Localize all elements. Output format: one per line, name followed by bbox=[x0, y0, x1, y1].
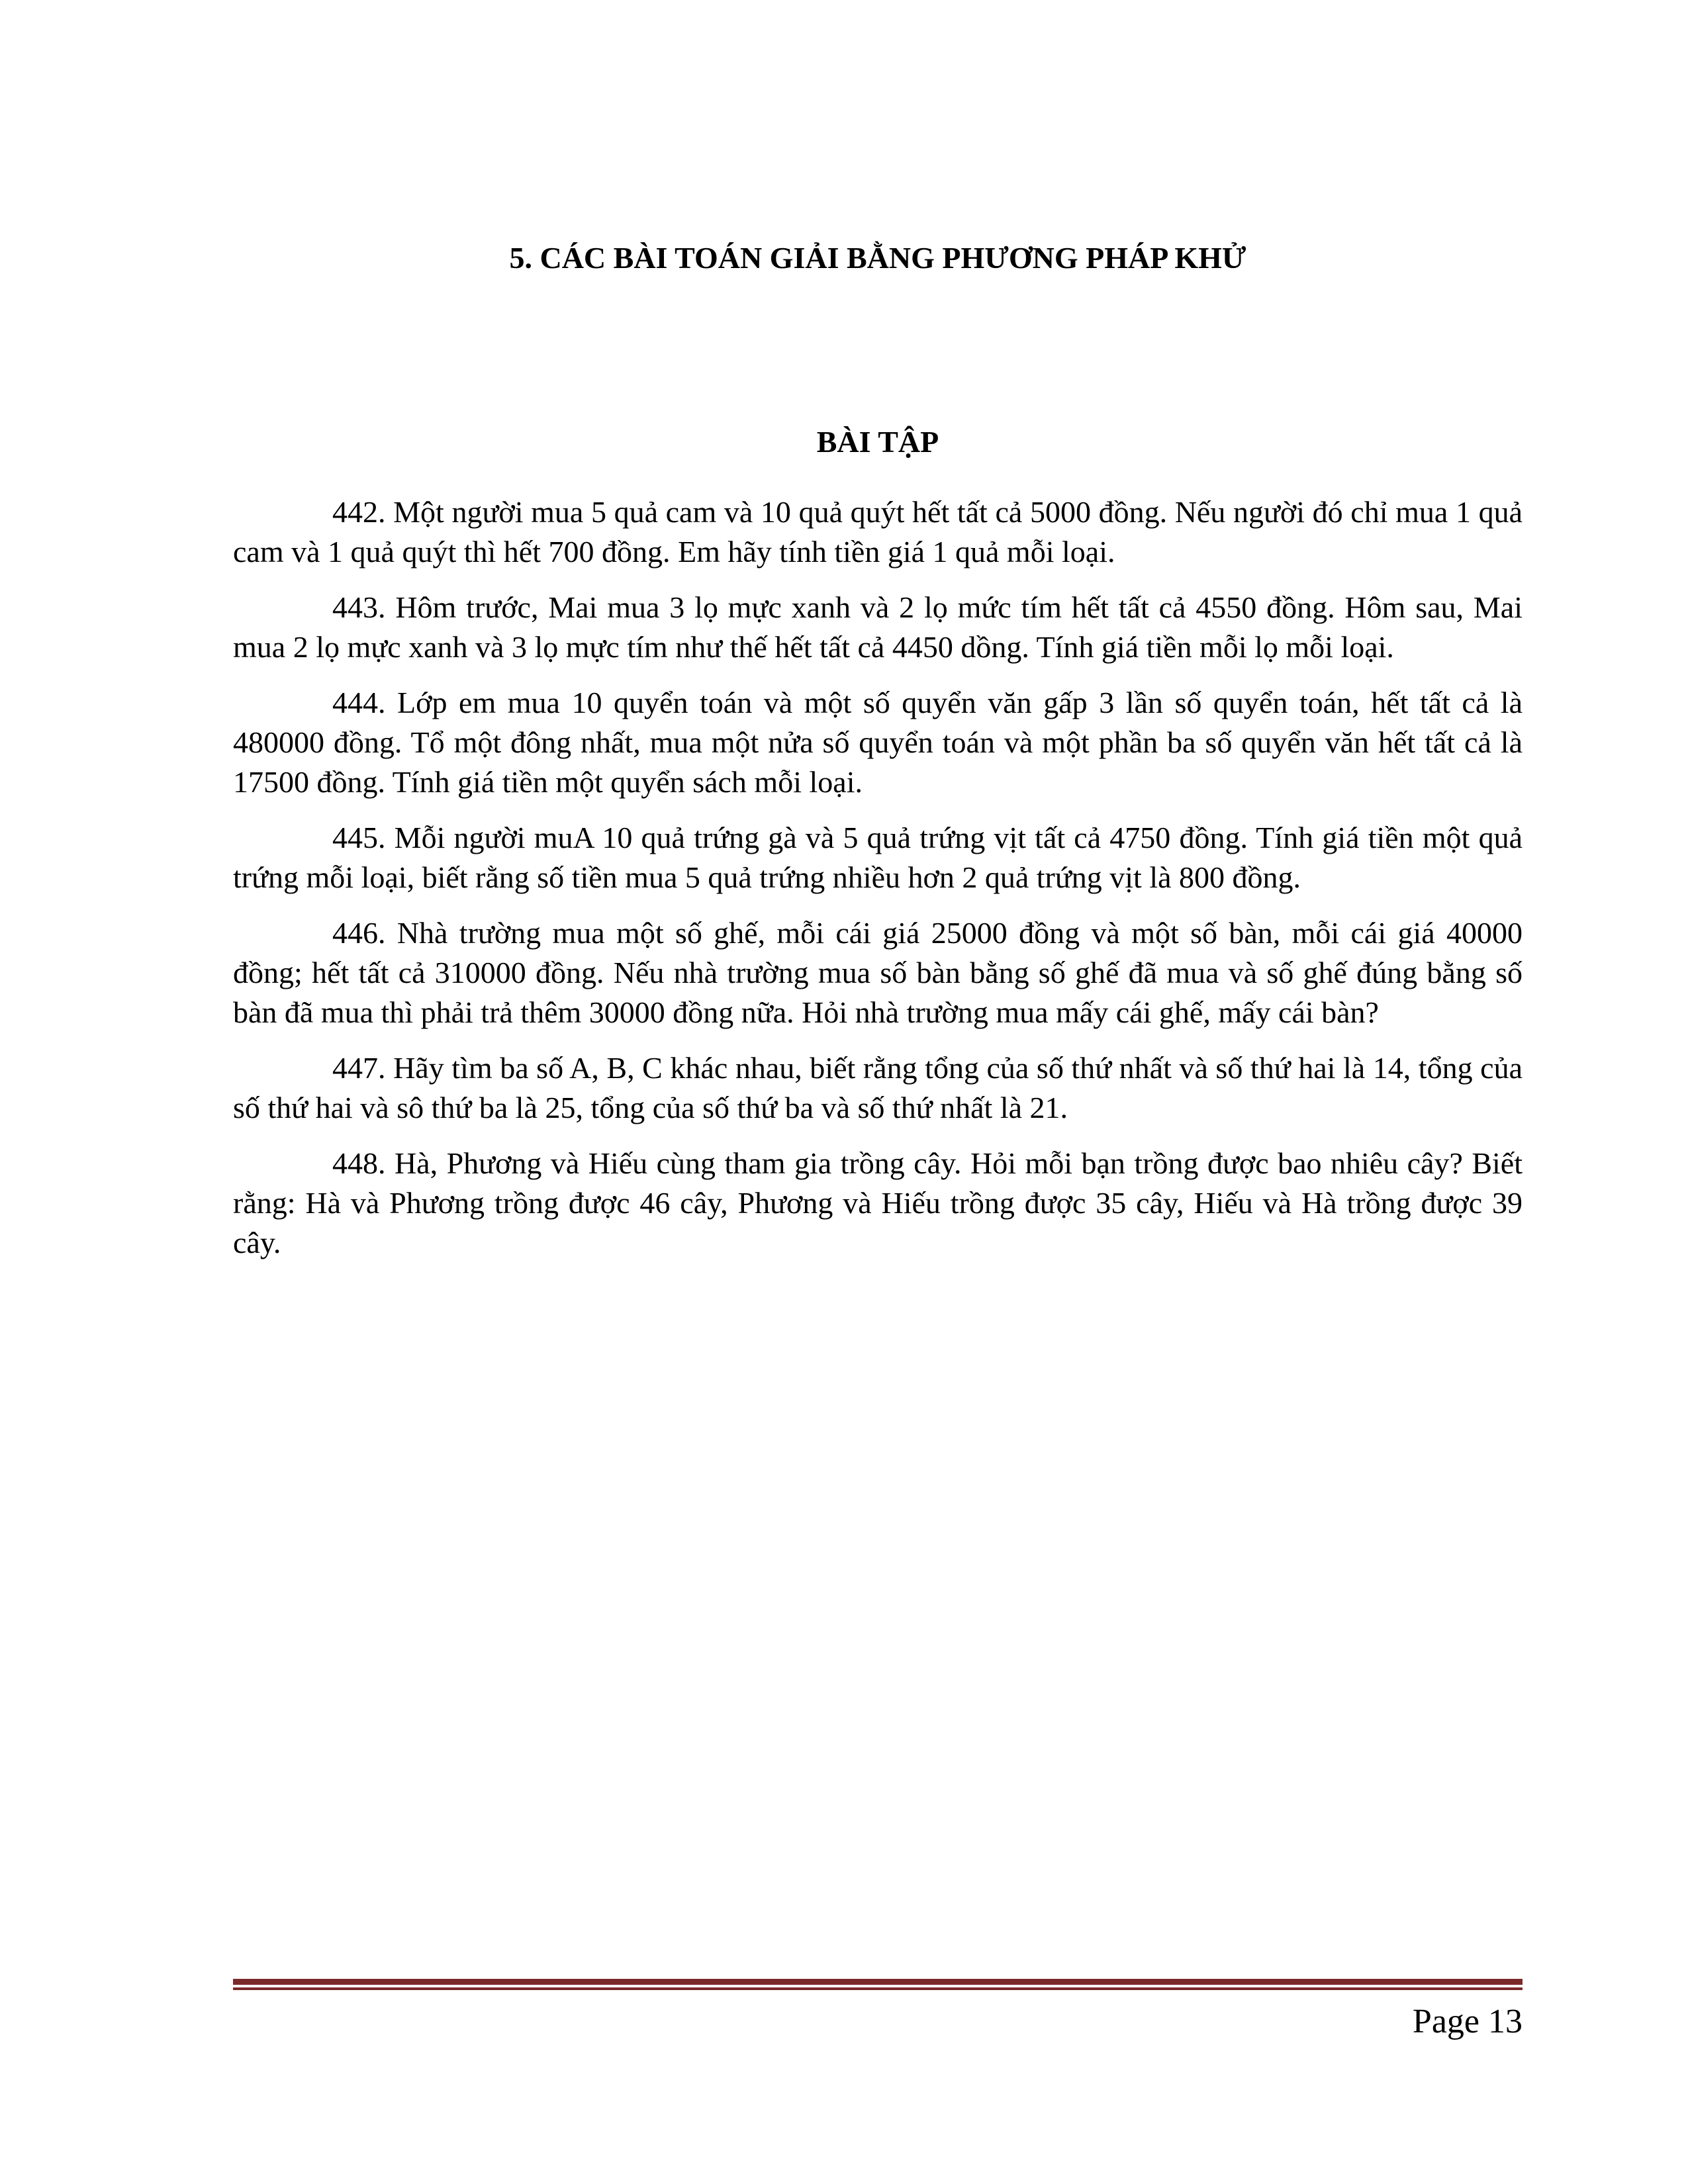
exercise-445: 445. Mỗi người muA 10 quả trứng gà và 5 quả trứng vịt tất cả 4750 đồng. Tính giá tiền một quả trứng mỗi loại, biết rằng số tiền mua 5 quả trứng nhiều hơn 2 quả trứng vịt là 800 đồng. bbox=[233, 821, 1523, 894]
exercise-443: 443. Hôm trước, Mai mua 3 lọ mực xanh và 2 lọ mức tím hết tất cả 4550 đồng. Hôm sau, Mai mua 2 lọ mực xanh và 3 lọ mực tím như thế hết tất cả 4450 dồng. Tính giá tiền mỗi lọ mỗi loại. bbox=[233, 590, 1523, 664]
exercise-446: 446. Nhà trường mua một số ghế, mỗi cái giá 25000 đồng và một số bàn, mỗi cái giá 40000 đồng; hết tất cả 310000 đồng. Nếu nhà trường mua số bàn bằng số ghế đã mua và số ghế đúng bằng số bàn đã mua thì phải trả thêm 30000 đồng nữa. Hỏi nhà trường mua mấy cái ghế, mấy cái bàn? bbox=[233, 916, 1523, 1029]
exercise-447: 447. Hãy tìm ba số A, B, C khác nhau, biết rằng tổng của số thứ nhất và số thứ hai là 14, tổng của số thứ hai và sô thứ ba là 25, tổng của số thứ ba và số thứ nhất là 21. bbox=[233, 1051, 1523, 1124]
chapter-title: 5. CÁC BÀI TOÁN GIẢI BẰNG PHƯƠNG PHÁP KHỬ bbox=[509, 241, 1246, 275]
footer-divider-thick-line bbox=[233, 1979, 1523, 1985]
page-number: Page 13 bbox=[1412, 2003, 1523, 2040]
exercise-442: 442. Một người mua 5 quả cam và 10 quả quýt hết tất cả 5000 đồng. Nếu người đó chỉ mua 1 quả cam và 1 quả quýt thì hết 700 đồng. Em hãy tính tiền giá 1 quả mỗi loại. bbox=[233, 495, 1523, 569]
footer-divider-thin-line bbox=[233, 1987, 1523, 1990]
footer-divider bbox=[233, 1979, 1523, 1991]
exercise-list bbox=[233, 492, 1523, 1279]
exercise-448: 448. Hà, Phương và Hiếu cùng tham gia trồng cây. Hỏi mỗi bạn trồng được bao nhiêu cây? Biết rằng: Hà và Phương trồng được 46 cây, Phương và Hiếu trồng được 35 cây, Hiếu và Hà trồng được 39 cây. bbox=[233, 1146, 1523, 1259]
section-title: BÀI TẬP bbox=[816, 425, 939, 459]
exercise-444: 444. Lớp em mua 10 quyển toán và một số quyển văn gấp 3 lần số quyển toán, hết tất cả là 480000 đồng. Tổ một đông nhất, mua một nửa số quyển toán và một phần ba số quyển văn hết tất cả là 17500 đồng. Tính giá tiền một quyển sách mỗi loại. bbox=[233, 686, 1523, 799]
